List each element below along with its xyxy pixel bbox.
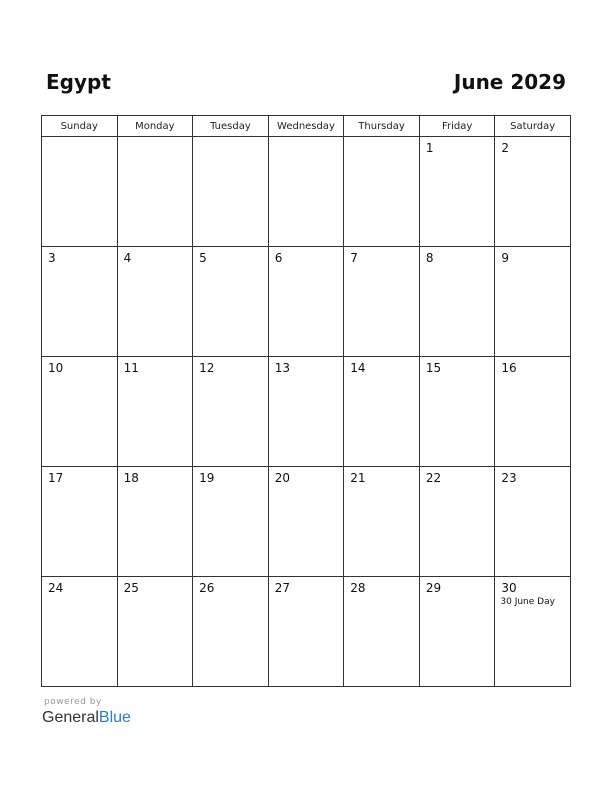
week-row bbox=[42, 467, 571, 577]
day-cell bbox=[117, 247, 193, 357]
day-cell bbox=[42, 357, 118, 467]
day-cell bbox=[419, 247, 495, 357]
day-cell bbox=[268, 577, 344, 687]
day-number: 26 bbox=[199, 581, 215, 595]
day-number: 22 bbox=[425, 471, 442, 485]
day-cell bbox=[117, 467, 193, 577]
weekday-header: Wednesday bbox=[268, 116, 344, 137]
day-number: 20 bbox=[274, 471, 290, 485]
day-number: 15 bbox=[425, 361, 442, 375]
day-cell bbox=[268, 247, 344, 357]
day-cell bbox=[419, 467, 495, 577]
day-number: 6 bbox=[274, 251, 283, 265]
day-number: 5 bbox=[199, 251, 207, 265]
day-cell bbox=[344, 137, 420, 247]
day-cell bbox=[419, 357, 495, 467]
month-year-title: June 2029 bbox=[453, 70, 566, 94]
day-cell bbox=[495, 467, 571, 577]
day-cell bbox=[193, 577, 269, 687]
weekday-header: Tuesday bbox=[193, 116, 269, 137]
day-number: 12 bbox=[199, 361, 215, 375]
day-number: 4 bbox=[123, 251, 132, 265]
week-row bbox=[42, 357, 571, 467]
day-number: 14 bbox=[350, 361, 366, 375]
week-row bbox=[42, 137, 571, 247]
day-cell bbox=[495, 137, 571, 247]
week-row bbox=[42, 247, 571, 357]
day-cell bbox=[193, 137, 269, 247]
day-cell bbox=[419, 577, 495, 687]
day-number: 19 bbox=[199, 471, 215, 485]
country-title: Egypt bbox=[46, 70, 111, 94]
day-number: 10 bbox=[48, 361, 64, 375]
day-cell bbox=[344, 467, 420, 577]
day-cell bbox=[42, 467, 118, 577]
day-cell bbox=[42, 247, 118, 357]
day-cell bbox=[344, 247, 420, 357]
day-number bbox=[42, 137, 117, 141]
day-number: 11 bbox=[123, 361, 139, 375]
day-cell bbox=[344, 577, 420, 687]
day-number: 8 bbox=[425, 251, 434, 265]
day-cell bbox=[42, 137, 118, 247]
day-cell bbox=[117, 357, 193, 467]
day-cell bbox=[495, 577, 571, 687]
powered-by-label: powered by bbox=[44, 697, 102, 707]
calendar-grid bbox=[41, 115, 571, 687]
day-number bbox=[269, 137, 344, 141]
weekday-header-row bbox=[42, 116, 571, 137]
day-number bbox=[118, 137, 193, 141]
day-cell bbox=[117, 137, 193, 247]
day-number: 29 bbox=[425, 581, 442, 595]
day-number: 24 bbox=[48, 581, 64, 595]
day-cell bbox=[268, 467, 344, 577]
day-number: 30 bbox=[501, 581, 517, 595]
day-number: 16 bbox=[501, 361, 517, 375]
holiday-label: 30 June Day bbox=[500, 597, 555, 607]
day-cell bbox=[344, 357, 420, 467]
day-cell bbox=[193, 247, 269, 357]
logo-general-text: General bbox=[42, 709, 99, 726]
weekday-header: Monday bbox=[117, 116, 193, 137]
day-number bbox=[193, 137, 268, 141]
day-number: 13 bbox=[274, 361, 290, 375]
day-cell bbox=[193, 357, 269, 467]
weekday-header: Friday bbox=[419, 116, 495, 137]
weekday-header: Saturday bbox=[495, 116, 571, 137]
logo-blue-text: Blue bbox=[98, 709, 131, 726]
day-number: 2 bbox=[501, 141, 510, 155]
day-cell bbox=[193, 467, 269, 577]
day-number: 3 bbox=[48, 251, 56, 265]
day-number: 27 bbox=[274, 581, 290, 595]
day-number: 28 bbox=[350, 581, 366, 595]
day-cell bbox=[495, 247, 571, 357]
day-cell bbox=[42, 577, 118, 687]
day-number: 17 bbox=[48, 471, 64, 485]
day-number: 21 bbox=[350, 471, 366, 485]
day-number: 9 bbox=[501, 251, 510, 265]
weekday-header: Thursday bbox=[344, 116, 420, 137]
day-number: 18 bbox=[123, 471, 139, 485]
day-number: 7 bbox=[350, 251, 358, 265]
day-cell bbox=[495, 357, 571, 467]
day-number bbox=[344, 137, 419, 141]
day-cell bbox=[268, 357, 344, 467]
day-number: 1 bbox=[425, 141, 434, 155]
weekday-header: Sunday bbox=[42, 116, 118, 137]
day-number: 23 bbox=[501, 471, 517, 485]
day-number: 25 bbox=[123, 581, 139, 595]
generalblue-logo bbox=[42, 709, 131, 727]
day-cell bbox=[117, 577, 193, 687]
day-cell bbox=[268, 137, 344, 247]
day-cell bbox=[419, 137, 495, 247]
week-row bbox=[42, 577, 571, 687]
